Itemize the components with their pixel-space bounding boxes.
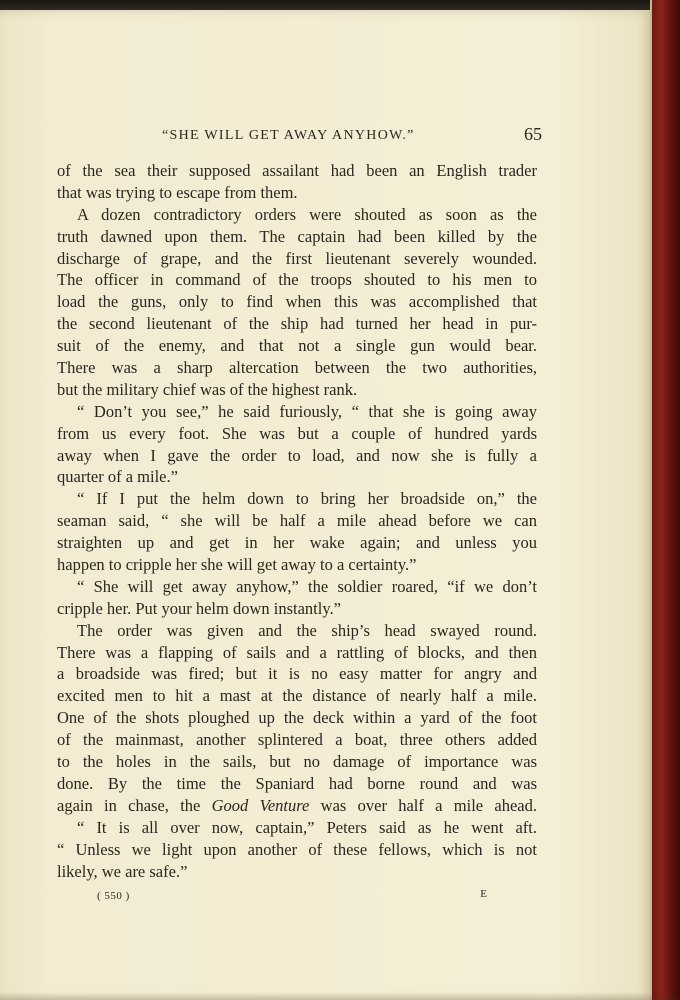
page-header	[162, 124, 542, 148]
text-line: seaman said, “ she will be half a mile ahead before we can	[57, 511, 537, 531]
text-line: that was trying to escape from them.	[57, 182, 298, 202]
text-line: One of the shots ploughed up the deck within a yard of the foot	[57, 708, 537, 728]
text-line: There was a sharp altercation between the two authorities,	[57, 358, 537, 378]
text-line: “ Don’t you see,” he said furiously, “ that she is going away	[77, 401, 537, 421]
text-line: The officer in command of the troops shouted to his men to	[57, 270, 537, 290]
text-line: the second lieutenant of the ship had turned her head in pur-	[57, 314, 537, 334]
text-line: “ It is all over now, captain,” Peters said as he went aft.	[77, 817, 537, 837]
text-segment: again in chase, the	[57, 795, 212, 815]
text-line: excited men to hit a mast at the distance of nearly half a mile.	[57, 686, 537, 706]
text-line: load the guns, only to find when this was accomplished that	[57, 292, 537, 312]
book-cover-spine	[652, 0, 680, 1000]
text-line: quarter of a mile.”	[57, 467, 178, 487]
text-segment: was over half a mile ahead.	[309, 795, 537, 815]
text-line: but the military chief was of the highest rank.	[57, 379, 358, 399]
signature-letter: E	[480, 888, 487, 900]
text-line: suit of the enemy, and that not a single gun would bear.	[57, 336, 537, 356]
bottom-edge-shadow	[0, 992, 680, 1000]
text-line: of the sea their supposed assailant had been an English trader	[57, 161, 537, 180]
text-line: straighten up and get in her wake again; and unless you	[57, 533, 537, 553]
text-line: A dozen contradictory orders were shouted as soon as the	[77, 204, 537, 224]
text-line: from us every foot. She was but a couple of hundred yards	[57, 423, 537, 443]
text-line: “ She will get away anyhow,” the soldier roared, “if we don’t	[77, 576, 537, 596]
text-line: happen to cripple her she will get away to a certainty.”	[57, 555, 417, 575]
signature-mark: ( 550 )	[97, 890, 130, 902]
text-line: likely, we are safe.”	[57, 861, 188, 881]
text-line: cripple her. Put your helm down instantly.”	[57, 598, 341, 618]
ship-name-italic: Good Venture	[211, 795, 310, 815]
text-line: done. By the time the Spaniard had borne round and was	[57, 773, 537, 793]
text-line: truth dawned upon them. The captain had been killed by the	[57, 226, 537, 246]
book-page	[0, 10, 652, 1000]
page-number: 65	[524, 124, 542, 144]
text-line: “ If I put the helm down to bring her broadside on,” the	[77, 489, 537, 509]
running-head: “SHE WILL GET AWAY ANYHOW.”	[162, 128, 415, 143]
text-line: of the mainmast, another splintered a boat, three others added	[57, 730, 537, 750]
text-line: There was a flapping of sails and a rattling of blocks, and then	[57, 642, 537, 662]
text-line: discharge of grape, and the first lieutenant severely wounded.	[57, 248, 537, 268]
page-footer	[97, 888, 487, 904]
text-line: The order was given and the ship’s head swayed round.	[77, 620, 537, 640]
text-line: to the holes in the sails, but no damage of importance was	[57, 752, 537, 772]
text-line	[57, 795, 537, 817]
text-line: a broadside was fired; but it is no easy matter for angry and	[57, 664, 537, 684]
text-line: “ Unless we light upon another of these fellows, which is not	[57, 839, 537, 859]
body-text	[57, 160, 537, 882]
text-line: away when I gave the order to load, and now she is fully a	[57, 445, 537, 465]
